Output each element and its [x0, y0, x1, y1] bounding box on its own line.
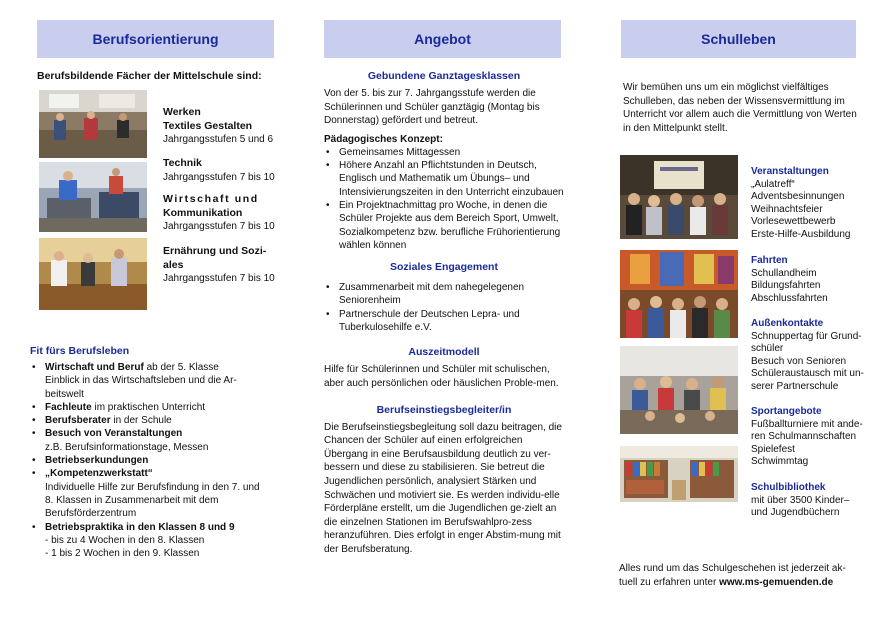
fit-title: Fit fürs Berufsleben: [30, 345, 130, 357]
website-link[interactable]: www.ms-gemuenden.de: [719, 576, 834, 588]
auszeit-text: Hilfe für Schülerinnen und Schüler mit schulischen, aber auch persönlichen oder häuslichen Proble-men.: [324, 364, 559, 389]
schulleben-intro: Wir bemühen uns um ein möglichst vielfältiges Schulleben, das neben der Wissensvermittlung im Unterricht vor allem auch die Vermittlung von Werten in den Mittelpunkt stellt.: [623, 82, 857, 134]
subject-name: ales: [163, 258, 184, 271]
photo-fahrten: [620, 250, 738, 338]
list-item: • Partnerschule der Deutschen Lepra- und Tuberkulosehilfe e.V.: [324, 308, 564, 335]
section-line: schüler: [751, 343, 784, 355]
subject-name: Werken: [163, 106, 201, 118]
section-line: mit über 3500 Kinder–: [751, 494, 850, 506]
list-item: • Betriebspraktika in den Klassen 8 und 9 - bis zu 4 Wochen in den 8. Klassen - 1 bis 2 Wochen in den 9. Klassen: [30, 521, 270, 561]
column-angebot: [297, 0, 594, 629]
section-title-sozial: Soziales Engagement: [390, 261, 498, 274]
list-item: • Fachleute im praktischen Unterricht: [30, 401, 270, 414]
subject-grades: Jahrgangsstufen 7 bis 10: [163, 273, 275, 284]
subject-wirtschaft: [163, 193, 276, 234]
subject-grades: Jahrgangsstufen 7 bis 10: [163, 171, 275, 183]
subject-grades: Jahrgangsstufen 5 und 6: [163, 134, 274, 145]
list-item: • Wirtschaft und Beruf ab der 5. Klasse Einblick in das Wirtschaftsleben und die Ar-beitswelt: [30, 361, 270, 401]
photo-ernaehrung: [39, 238, 147, 310]
section-line: Abschlussfahrten: [751, 292, 828, 304]
subject-technik: [163, 157, 276, 184]
photo-aussenkontakte: [620, 346, 738, 434]
section-line: Schwimmtag: [751, 456, 809, 468]
subject-grades: Jahrgangsstufen 7 bis 10: [163, 221, 275, 232]
subject-werken: [163, 106, 276, 147]
section-aussenkontakte: [751, 318, 881, 394]
ganztag-text: Von der 5. bis zur 7. Jahrgangsstufe werden die Schülerinnen und Schüler ganztägig (Montag bis Donnerstag) gefördert und betreut.: [324, 88, 540, 127]
section-line: und Jugendbüchern: [751, 507, 840, 519]
sozial-list: [324, 281, 564, 334]
section-title: Veranstaltungen: [751, 166, 829, 177]
list-item: • Gemeinsames Mittagessen: [324, 146, 564, 159]
outro-line: Alles rund um das Schulgeschehen ist jederzeit ak-: [619, 563, 846, 574]
subject-name: Technik: [163, 157, 202, 169]
subject-ernaehrung: [163, 245, 276, 286]
section-line: Vorlesewettbewerb: [751, 216, 836, 228]
section-line: Erste-Hilfe-Ausbildung: [751, 228, 851, 240]
section-veranstaltungen: [751, 166, 881, 242]
angebot-content: [324, 70, 564, 556]
section-title: Fahrten: [751, 255, 788, 266]
section-line: Weihnachtsfeier: [751, 203, 823, 215]
subject-name: Kommunikation: [163, 206, 243, 219]
section-line: serer Partnerschule: [751, 380, 839, 392]
subjects-intro: Berufsbildende Fächer der Mittelschule sind:: [37, 70, 262, 82]
section-line: „Aulatreff“: [751, 178, 795, 190]
header-angebot: Angebot: [324, 20, 561, 58]
section-title-ganztag: Gebundene Ganztagesklassen: [367, 70, 521, 82]
subject-name: Wirtschaft und: [163, 193, 259, 205]
section-line: Schüleraustausch mit un-: [751, 368, 864, 380]
schulleben-outro: [619, 562, 887, 589]
list-item: • Ein Projektnachmittag pro Woche, in denen die Schüler Projekte aus dem Bereich Sport, Umwelt, Sozialkompetenz bzw. berufliche Frühorientierung wählen können: [324, 199, 564, 252]
photo-technik: [39, 162, 147, 232]
column-berufsorientierung: [0, 0, 297, 629]
section-line: Fußballturniere mit ande-: [751, 418, 863, 430]
section-line: Besuch von Senioren: [751, 355, 847, 367]
section-line: ren Schulmannschaften: [751, 431, 857, 443]
header-schulleben: Schulleben: [621, 20, 856, 58]
list-item: • „Kompetenzwerkstatt“ Individuelle Hilfe zur Berufsfindung in den 7. und 8. Klassen in Zusammenarbeit mit dem Berufsförderzentrum: [30, 467, 270, 520]
konzept-list: [324, 146, 564, 252]
section-schulbibliothek: [751, 482, 881, 520]
konzept-title: Pädagogisches Konzept:: [324, 133, 443, 145]
list-item: • Zusammenarbeit mit dem nahegelegenen Seniorenheim: [324, 281, 564, 308]
section-fahrten: [751, 255, 881, 305]
section-title-auszeit: Auszeitmodell: [408, 346, 480, 359]
section-title: Außenkontakte: [751, 318, 824, 329]
fit-list: [30, 361, 270, 560]
outro-line: tuell zu erfahren unter www.ms-gemuenden.de: [619, 576, 834, 588]
list-item: • Besuch von Veranstaltungen z.B. Berufsinformationstage, Messen: [30, 427, 270, 454]
photo-schulbibliothek: [620, 446, 738, 502]
section-line: Schnuppertag für Grund-: [751, 330, 862, 342]
section-title: Sportangebote: [751, 406, 822, 417]
photo-veranstaltungen: [620, 155, 738, 239]
section-line: Schullandheim: [751, 267, 817, 279]
photo-werken: [39, 90, 147, 158]
column-schulleben: [594, 0, 890, 629]
section-line: Adventsbesinnungen: [751, 191, 845, 203]
list-item: • Höhere Anzahl an Pflichtstunden in Deutsch, Englisch und Mathematik um Übungs– und Intensivierungszeiten in den Unterricht einzubauen: [324, 159, 564, 199]
section-sportangebote: [751, 406, 881, 469]
list-item: • Berufsberater in der Schule: [30, 414, 270, 427]
section-title: Schulbibliothek: [751, 482, 826, 493]
berufseinstieg-text: Die Berufseinstiegsbegleitung soll dazu beitragen, die Chancen der Schüler auf einen erfolgreichen Übergang in eine Berufsausbildung deutlich zu ver-bessern und diese zu stabilisieren. Sie betreut die Jugendlichen persönlich, analysiert Stärken und Schwächen und motiviert sie. Es werden individu-elle Förderpläne erstellt, um die Jugendlichen ge-zielt an die einzelnen Stationen im Berufswahlpro-zess heranzuführen. Dies erfolgt in enger Abstim-mung mit der Berufsberatung.: [324, 421, 562, 555]
section-line: Bildungsfahrten: [751, 280, 821, 292]
section-title-berufseinstieg: Berufseinstiegsbegleiter/in: [376, 403, 512, 416]
subject-name: Ernährung und Sozi-: [163, 245, 267, 257]
list-item: • Betriebserkundungen: [30, 454, 270, 467]
section-line: Spielefest: [751, 443, 795, 455]
header-berufsorientierung: Berufsorientierung: [37, 20, 274, 58]
subject-name: Textiles Gestalten: [163, 119, 253, 132]
